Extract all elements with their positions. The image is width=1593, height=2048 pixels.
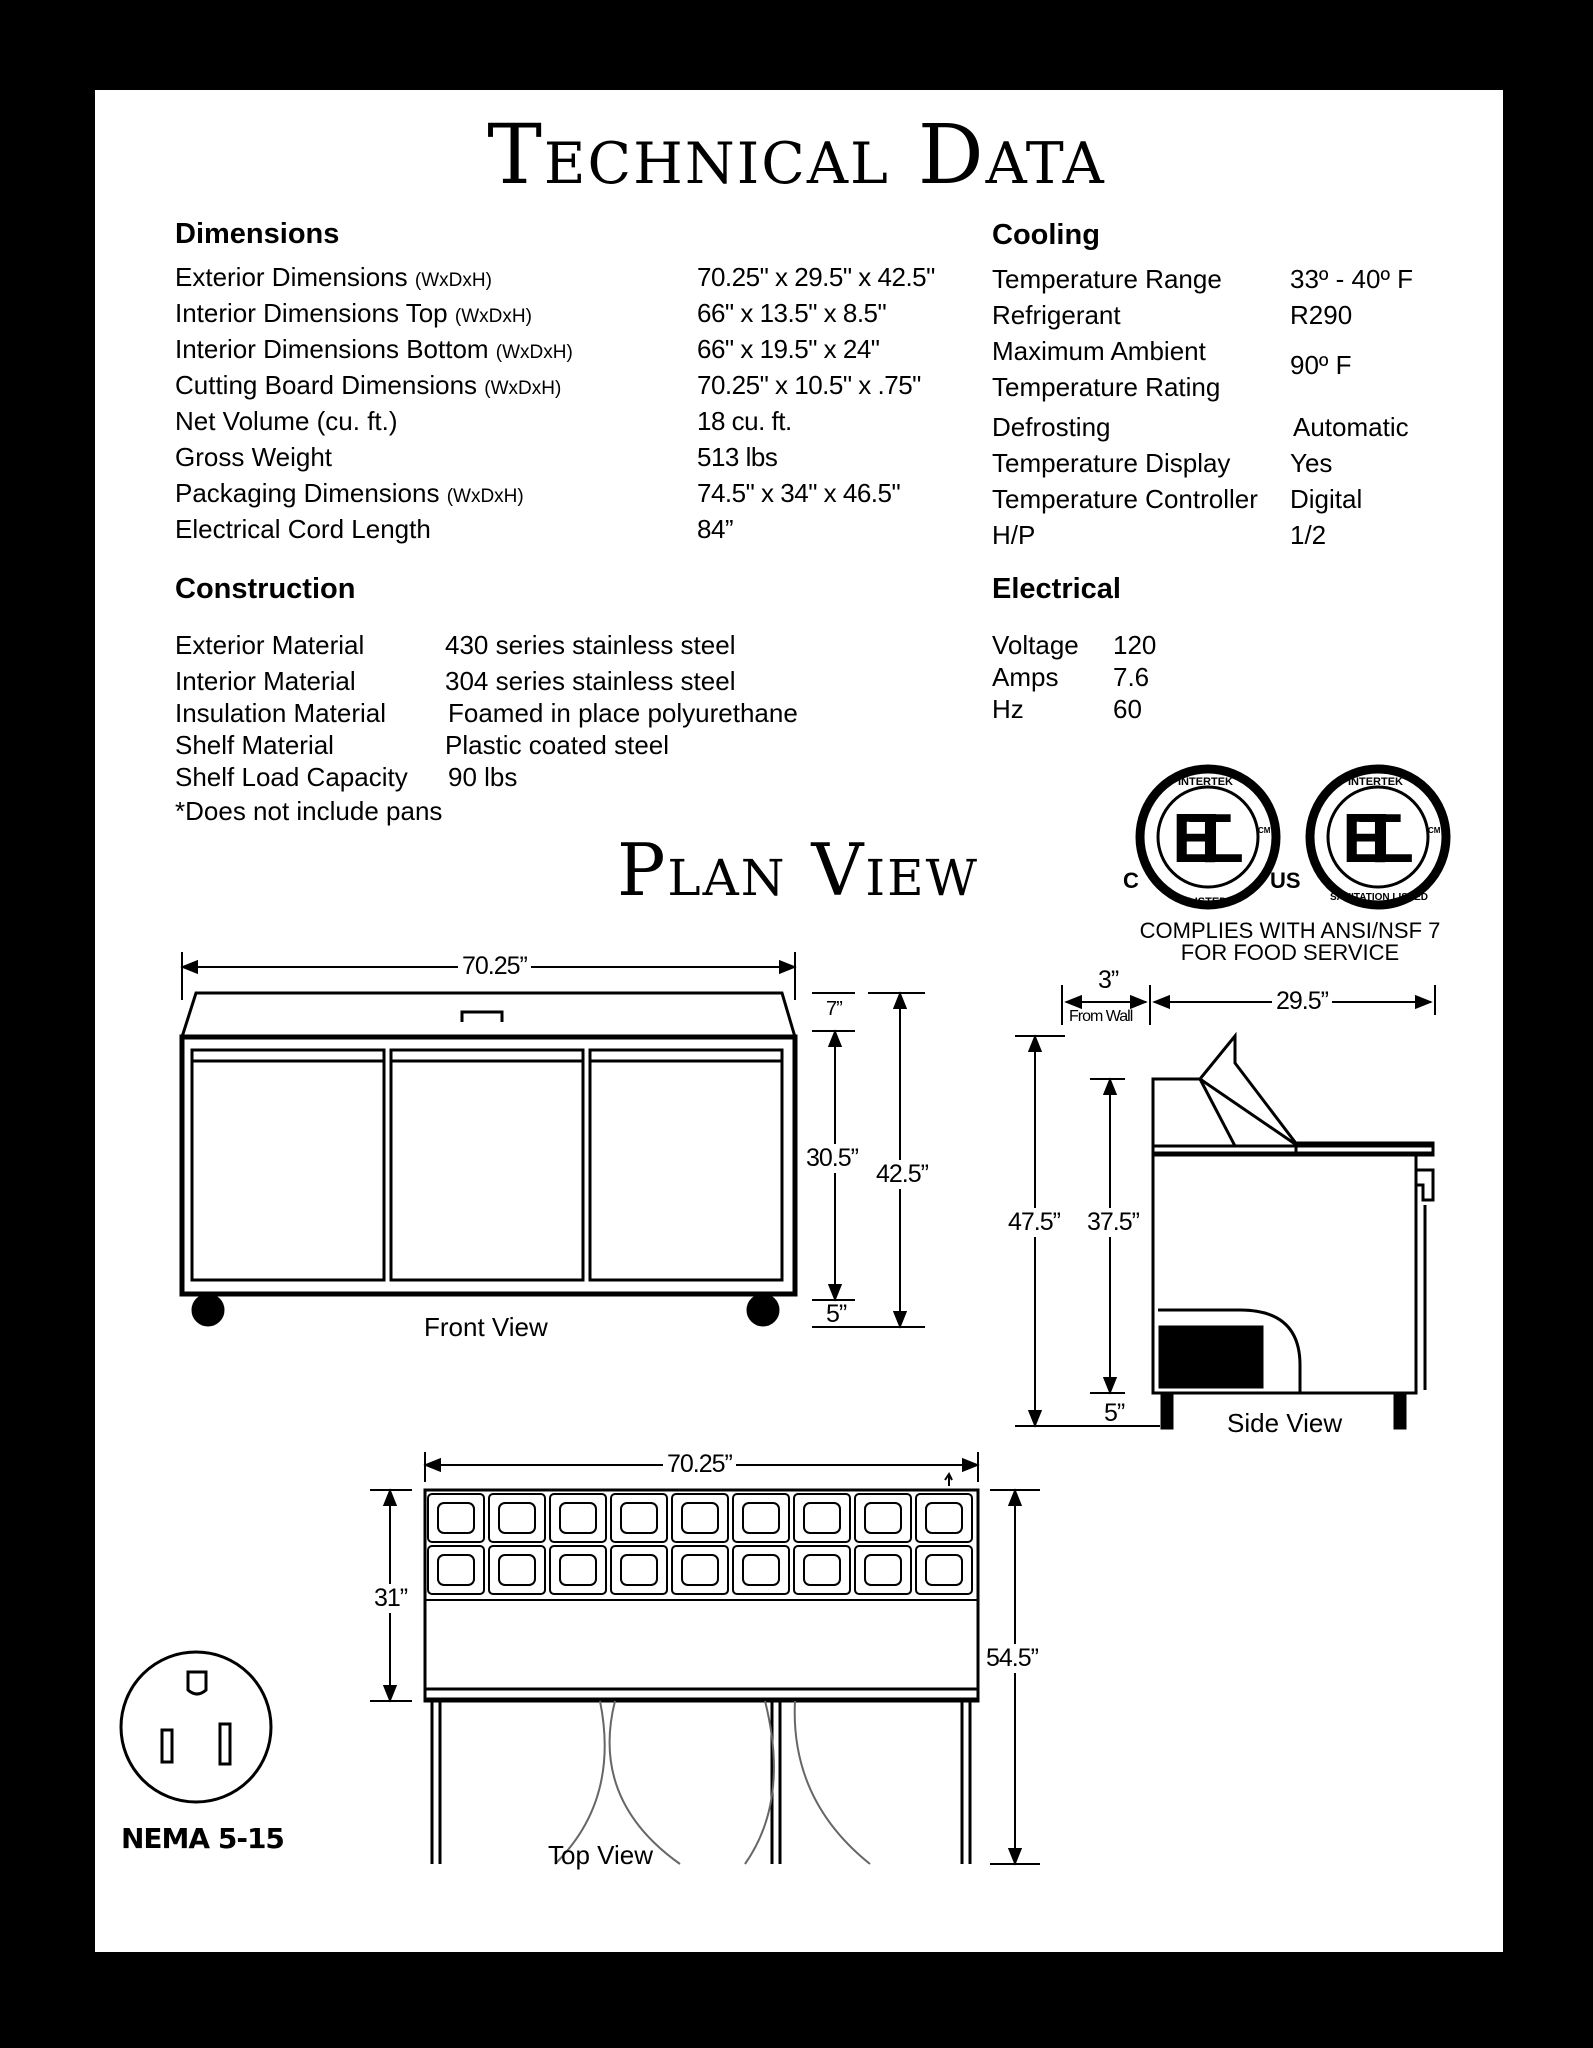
pan-outline: [855, 1546, 911, 1594]
cooling-label: Defrosting: [992, 412, 1111, 442]
pan-inner: [621, 1503, 657, 1533]
construction-label: Shelf Load Capacity: [175, 762, 408, 792]
top-view-drawing: [370, 1452, 1040, 1864]
pan-outline: [489, 1546, 545, 1594]
pan-inner: [865, 1555, 901, 1585]
pan-outline: [855, 1494, 911, 1542]
side-from-wall-label: From Wall: [1069, 1008, 1133, 1025]
svg-text:ETL: ETL: [1172, 799, 1244, 877]
pan-inner: [865, 1503, 901, 1533]
pan-inner: [743, 1503, 779, 1533]
dimension-label-text: Net Volume (cu. ft.): [175, 406, 398, 436]
cooling-value: R290: [1290, 300, 1353, 330]
dimension-unit-text: (WxDxH): [484, 378, 562, 399]
dimension-value: 66" x 19.5" x 24": [697, 334, 880, 364]
cooling-heading: Cooling: [992, 219, 1100, 251]
construction-heading: Construction: [175, 573, 356, 605]
construction-label: Exterior Material: [175, 630, 365, 660]
construction-label: Insulation Material: [175, 698, 386, 728]
top-width-label: 70.25”: [663, 1450, 736, 1479]
dimension-unit-text: (WxDxH): [446, 486, 524, 507]
front-total-height-label: 42.5”: [876, 1160, 928, 1188]
pan-outline: [428, 1494, 484, 1542]
ansi-nsf-line2: FOR FOOD SERVICE: [1180, 940, 1400, 965]
pan-inner: [560, 1555, 596, 1585]
dimension-value: 513 lbs: [697, 442, 778, 472]
construction-value: 430 series stainless steel: [445, 630, 736, 660]
side-body-height-label: 37.5”: [1087, 1208, 1139, 1236]
electrical-value: 60: [1113, 694, 1142, 724]
pan-inner: [743, 1555, 779, 1585]
dimension-value: 70.25" x 10.5" x .75": [697, 370, 921, 400]
electrical-label: Hz: [992, 694, 1024, 724]
pan-outline: [611, 1546, 667, 1594]
ansi-nsf-line1: COMPLIES WITH ANSI/NSF 7: [1139, 918, 1441, 943]
dimension-label-text: Packaging Dimensions: [175, 478, 440, 508]
construction-value: 304 series stainless steel: [445, 666, 736, 696]
cooling-value: Digital: [1290, 484, 1363, 514]
cooling-label-line2: Temperature Rating: [992, 372, 1221, 402]
pan-outline: [672, 1494, 728, 1542]
front-door-height-label: 30.5”: [806, 1144, 858, 1172]
pan-inner: [682, 1503, 718, 1533]
construction-note: *Does not include pans: [175, 796, 443, 826]
pan-inner: [926, 1503, 962, 1533]
pan-outline: [550, 1546, 606, 1594]
pan-grid: [428, 1494, 972, 1594]
pan-inner: [804, 1503, 840, 1533]
construction-value: 90 lbs: [448, 762, 518, 792]
dimension-value: 70.25" x 29.5" x 42.5": [697, 262, 935, 292]
construction-label: Shelf Material: [175, 730, 334, 760]
pan-inner: [926, 1555, 962, 1585]
cooling-value: Automatic: [1293, 412, 1409, 442]
pan-outline: [428, 1546, 484, 1594]
dimension-label-text: Interior Dimensions Top: [175, 298, 448, 328]
svg-text:ETL: ETL: [1342, 799, 1414, 877]
side-total-height-label: 47.5”: [1008, 1208, 1060, 1236]
dimension-unit-text: (WxDxH): [454, 306, 532, 327]
etl-listed-text: LISTED: [1188, 896, 1228, 908]
pan-outline: [672, 1546, 728, 1594]
etl-c-mark: C: [1123, 868, 1139, 893]
construction-label: Interior Material: [175, 666, 356, 696]
etl-sanitation-logo: [1310, 769, 1446, 905]
pan-inner: [499, 1555, 535, 1585]
pan-inner: [438, 1503, 474, 1533]
side-from-wall-value: 3”: [1098, 966, 1119, 994]
dimension-unit-text: (WxDxH): [495, 342, 573, 363]
etl-intertek-text-2: INTERTEK: [1348, 776, 1403, 788]
side-caster-label: 5”: [1104, 1399, 1125, 1427]
etl-sanitation-text: SANITATION LISTED: [1330, 892, 1428, 903]
nema-5-15-outlet-icon: [121, 1652, 271, 1802]
construction-value: Plastic coated steel: [445, 730, 670, 760]
cooling-value: Yes: [1290, 448, 1333, 478]
etl-cm-text-2: CM: [1428, 826, 1441, 835]
front-top-height-label: 7”: [826, 998, 842, 1020]
plan-view-title: Plan View: [616, 828, 980, 912]
pan-inner: [804, 1555, 840, 1585]
pan-inner: [499, 1503, 535, 1533]
cooling-label: Maximum Ambient: [992, 336, 1206, 366]
dimension-value: 18 cu. ft.: [697, 406, 792, 436]
electrical-heading: Electrical: [992, 573, 1121, 605]
cooling-value: 33º - 40º F: [1290, 264, 1414, 294]
etl-us-mark: US: [1270, 868, 1301, 893]
electrical-value: 120: [1113, 630, 1157, 660]
page-title: Technical Data: [487, 108, 1106, 203]
cooling-label: Temperature Range: [992, 264, 1222, 294]
pan-outline: [916, 1546, 972, 1594]
cooling-value: 1/2: [1290, 520, 1327, 550]
cooling-label: Refrigerant: [992, 300, 1121, 330]
cooling-label: Temperature Controller: [992, 484, 1258, 514]
pan-outline: [916, 1494, 972, 1542]
front-caster-label: 5”: [826, 1300, 847, 1328]
pan-inner: [682, 1555, 718, 1585]
top-view-caption: Top View: [548, 1840, 654, 1870]
front-view-drawing: [182, 952, 925, 1327]
etl-listed-logo: [1140, 769, 1276, 905]
side-view-drawing: [1015, 985, 1435, 1428]
pan-inner: [560, 1503, 596, 1533]
etl-intertek-text: INTERTEK: [1178, 776, 1233, 788]
dimension-value: 66" x 13.5" x 8.5": [697, 298, 887, 328]
dimensions-heading: Dimensions: [175, 218, 340, 250]
cooling-label: Temperature Display: [992, 448, 1231, 478]
dimension-label-text: Interior Dimensions Bottom: [175, 334, 489, 364]
pan-outline: [733, 1494, 789, 1542]
dimension-label-text: Exterior Dimensions: [175, 262, 408, 292]
plug-label: NEMA 5-15: [121, 1822, 284, 1855]
pan-inner: [438, 1555, 474, 1585]
pan-outline: [794, 1546, 850, 1594]
dimension-label-text: Electrical Cord Length: [175, 514, 431, 544]
electrical-value: 7.6: [1113, 662, 1150, 692]
front-width-label: 70.25”: [458, 952, 531, 981]
front-view-caption: Front View: [424, 1312, 548, 1342]
electrical-label: Voltage: [992, 630, 1079, 660]
dimension-label-text: Cutting Board Dimensions: [175, 370, 478, 400]
pan-inner: [621, 1555, 657, 1585]
side-depth-label: 29.5”: [1272, 987, 1332, 1016]
etl-cm-text: CM: [1258, 826, 1271, 835]
pan-outline: [794, 1494, 850, 1542]
pan-outline: [733, 1546, 789, 1594]
construction-value: Foamed in place polyurethane: [448, 698, 798, 728]
pan-outline: [550, 1494, 606, 1542]
top-depth-label: 31”: [374, 1584, 408, 1612]
cooling-label: H/P: [992, 520, 1036, 550]
electrical-label: Amps: [992, 662, 1059, 692]
dimension-unit-text: (WxDxH): [414, 270, 492, 291]
side-view-caption: Side View: [1227, 1408, 1343, 1438]
pan-outline: [489, 1494, 545, 1542]
top-door-open-depth-label: 54.5”: [986, 1644, 1038, 1672]
dimension-value: 74.5" x 34" x 46.5": [697, 478, 901, 508]
cooling-value: 90º F: [1290, 350, 1352, 380]
dimension-label-text: Gross Weight: [175, 442, 333, 472]
pan-outline: [611, 1494, 667, 1542]
dimension-value: 84”: [697, 514, 734, 544]
